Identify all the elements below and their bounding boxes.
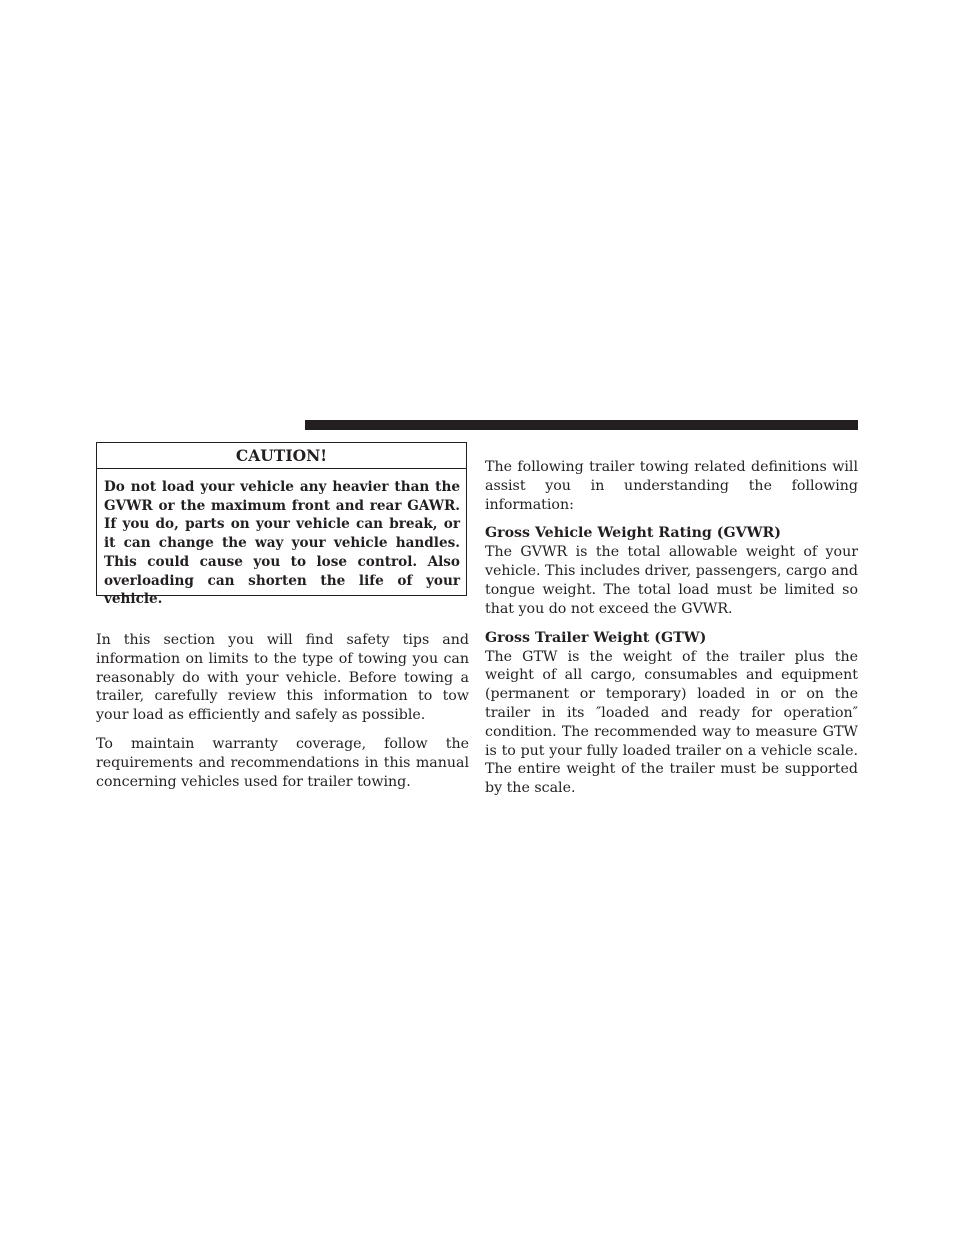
gvwr-heading: Gross Vehicle Weight Rating (GVWR) — [485, 525, 782, 542]
caution-title: CAUTION! — [97, 443, 466, 469]
gtw-heading: Gross Trailer Weight (GTW) — [485, 629, 707, 646]
definitions-intro: The following trailer towing related definitions will assist you in understanding the following information: — [485, 459, 858, 513]
gvwr-definition — [485, 524, 858, 618]
left-column — [96, 631, 469, 801]
warranty-paragraph: To maintain warranty coverage, follow the requirements and recommendations in this manual concerning vehicles used for trailer towing. — [96, 735, 469, 790]
intro-paragraph: In this section you will find safety tips and information on limits to the type of towing you can reasonably do with your vehicle. Before towing a trailer, carefully review this information to tow your load as efficiently and safely as possible. — [96, 632, 469, 724]
gtw-definition — [485, 629, 858, 798]
caution-box — [96, 442, 467, 608]
right-column — [485, 458, 858, 808]
gvwr-text: The GVWR is the total allowable weight of your vehicle. This includes driver, passengers, cargo and tongue weight. The total load must be limited so that you do not exceed the GVWR. — [485, 544, 858, 617]
section-header-bar — [305, 420, 858, 430]
caution-text: Do not load your vehicle any heavier than the GVWR or the maximum front and rear GAWR. If you do, parts on your vehicle can break, or it can change the way your vehicle handles. This could cause you to lose control. Also overloading can shorten the life of your vehicle. — [104, 479, 460, 608]
gtw-text: The GTW is the weight of the trailer plus the weight of all cargo, consumables and equipment (permanent or temporary) loaded in or on the trailer in its ″loaded and ready for operation″ condition. The recommended way to measure GTW is to put your fully loaded trailer on a vehicle scale. The entire weight of the trailer must be supported by the scale. — [485, 648, 858, 797]
